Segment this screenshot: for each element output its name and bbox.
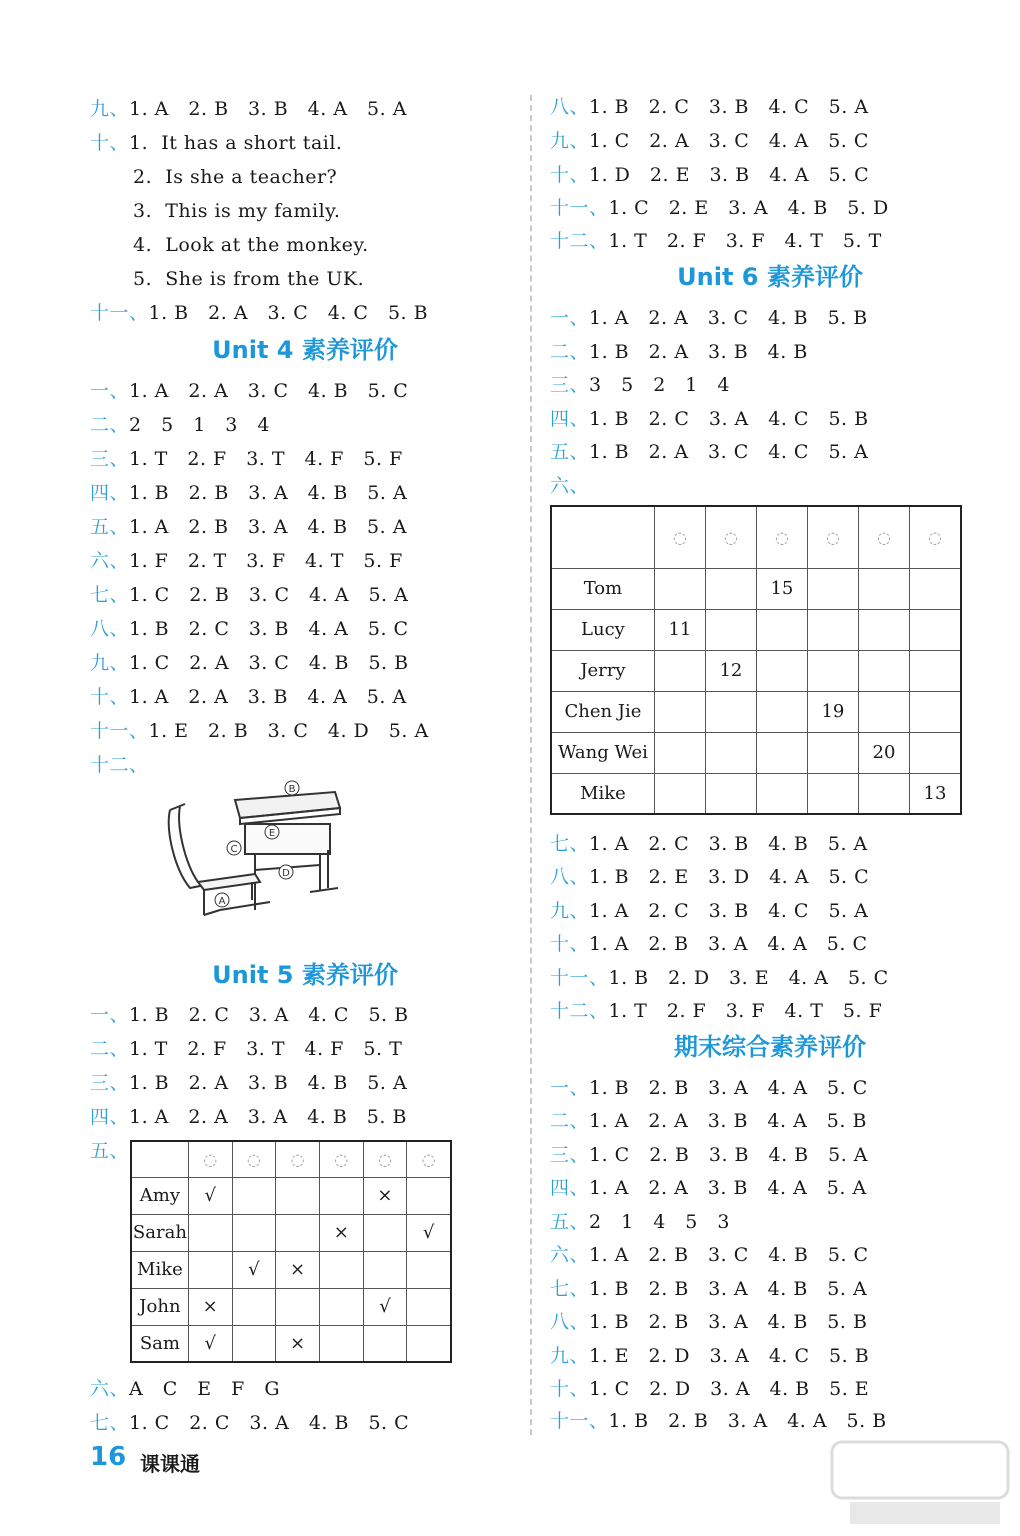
item-picture-icon: ◌	[672, 527, 687, 547]
row-name-cell: John	[131, 1288, 188, 1325]
picture-header-cell	[276, 1141, 320, 1177]
row-name-cell: Sarah	[131, 1214, 188, 1251]
answer-cell	[654, 773, 705, 814]
picture-header-cell	[756, 506, 807, 568]
answer-cell	[654, 732, 705, 773]
answer-line: 四、1. B 2. C 3. A 4. C 5. B	[550, 408, 869, 430]
row-name-cell: Amy	[131, 1177, 188, 1214]
answer-line: 一、1. A 2. A 3. C 4. B 5. B	[550, 307, 868, 329]
answer-cell	[909, 609, 961, 650]
answer-cell	[363, 1251, 407, 1288]
answer-line: 五、2 1 4 5 3	[550, 1211, 730, 1233]
answer-line: 十一、1. B 2. D 3. E 4. A 5. C	[550, 967, 889, 989]
answer-cell	[319, 1288, 363, 1325]
answer-line: 十一、1. B 2. B 3. A 4. A 5. B	[550, 1410, 887, 1432]
answer-cell: ×	[188, 1288, 232, 1325]
answer-cell	[756, 691, 807, 732]
answer-line: 七、1. B 2. B 3. A 4. B 5. A	[550, 1278, 868, 1300]
answer-cell	[858, 773, 909, 814]
item-picture-icon: ◌	[246, 1149, 261, 1169]
answer-line: 十、1. D 2. E 3. B 4. A 5. C	[550, 164, 870, 186]
picture-header-cell	[705, 506, 756, 568]
answer-subline: 2. Is she a teacher?	[133, 166, 338, 188]
answer-cell	[654, 568, 705, 609]
answer-cell: 15	[756, 568, 807, 609]
answer-line: 八、1. B 2. C 3. B 4. A 5. C	[90, 618, 409, 640]
table-row	[551, 773, 961, 814]
answer-cell	[407, 1177, 451, 1214]
answer-cell	[654, 691, 705, 732]
answer-line: 二、1. T 2. F 3. T 4. F 5. T	[90, 1038, 403, 1060]
answer-cell: √	[188, 1325, 232, 1362]
answer-cell	[909, 568, 961, 609]
unit6-answer-table	[550, 505, 962, 815]
desk-label: A	[218, 896, 226, 907]
answer-cell	[858, 650, 909, 691]
watermark-logo	[830, 1440, 1010, 1530]
answer-cell	[909, 650, 961, 691]
answer-cell: ×	[363, 1177, 407, 1214]
answer-line: 七、1. C 2. C 3. A 4. B 5. C	[90, 1412, 410, 1434]
table-row	[551, 609, 961, 650]
answer-cell	[807, 773, 858, 814]
answer-cell	[232, 1214, 276, 1251]
row-name-cell: Mike	[551, 773, 654, 814]
picture-header-cell	[654, 506, 705, 568]
answer-cell	[232, 1288, 276, 1325]
item-picture-icon: ◌	[290, 1149, 305, 1169]
answer-cell	[363, 1214, 407, 1251]
answer-cell: ×	[319, 1214, 363, 1251]
answer-line: 十、1. It has a short tail.	[90, 132, 343, 154]
answer-cell	[807, 732, 858, 773]
table-row	[131, 1251, 451, 1288]
answer-line: 九、1. A 2. B 3. B 4. A 5. A	[90, 98, 407, 120]
answer-cell	[188, 1251, 232, 1288]
picture-header-cell	[858, 506, 909, 568]
table-corner-cell	[551, 506, 654, 568]
row-name-cell: Sam	[131, 1325, 188, 1362]
row-name-cell: Chen Jie	[551, 691, 654, 732]
answer-cell	[276, 1214, 320, 1251]
answer-line: 七、1. A 2. C 3. B 4. B 5. A	[550, 833, 868, 855]
table-row	[131, 1177, 451, 1214]
answer-line: 五、1. B 2. A 3. C 4. C 5. A	[550, 441, 869, 463]
item-picture-icon: ◌	[421, 1149, 436, 1169]
answer-line: 十二、1. T 2. F 3. F 4. T 5. T	[550, 230, 882, 252]
unit6-heading: Unit 6 素养评价	[677, 263, 863, 291]
table-header-row	[551, 506, 961, 568]
answer-line: 四、1. A 2. A 3. A 4. B 5. B	[90, 1106, 407, 1128]
answer-line: 一、1. B 2. B 3. A 4. A 5. C	[550, 1077, 868, 1099]
answer-cell	[807, 609, 858, 650]
table-corner-cell	[131, 1141, 188, 1177]
page-number: 16	[90, 1442, 127, 1472]
answer-line: 十、1. A 2. B 3. A 4. A 5. C	[550, 933, 868, 955]
picture-header-cell	[909, 506, 961, 568]
answer-cell: √	[363, 1288, 407, 1325]
desk-chair-illustration	[160, 770, 350, 930]
answer-line: 八、1. B 2. C 3. B 4. C 5. A	[550, 96, 869, 118]
answer-cell	[319, 1177, 363, 1214]
answer-line: 九、1. E 2. D 3. A 4. C 5. B	[550, 1345, 870, 1367]
answer-cell	[705, 609, 756, 650]
answer-line: 二、1. A 2. A 3. B 4. A 5. B	[550, 1110, 867, 1132]
row-name-cell: Lucy	[551, 609, 654, 650]
table-row	[131, 1214, 451, 1251]
answer-cell	[909, 691, 961, 732]
answer-cell: 20	[858, 732, 909, 773]
answer-line: 七、1. C 2. B 3. C 4. A 5. A	[90, 584, 409, 606]
answer-cell: ×	[276, 1251, 320, 1288]
table-row	[551, 650, 961, 691]
desk-label: C	[230, 844, 238, 855]
answer-cell	[858, 691, 909, 732]
answer-cell	[363, 1325, 407, 1362]
answer-cell	[705, 773, 756, 814]
picture-header-cell	[188, 1141, 232, 1177]
answer-cell	[276, 1177, 320, 1214]
answer-cell	[232, 1177, 276, 1214]
row-name-cell: Wang Wei	[551, 732, 654, 773]
item-picture-icon: ◌	[377, 1149, 392, 1169]
item-picture-icon: ◌	[774, 527, 789, 547]
picture-header-cell	[407, 1141, 451, 1177]
desk-label: B	[288, 784, 296, 795]
answer-cell	[756, 732, 807, 773]
answer-line: 八、1. B 2. B 3. A 4. B 5. B	[550, 1311, 868, 1333]
answer-cell	[407, 1288, 451, 1325]
answer-cell	[756, 609, 807, 650]
answer-line: 十一、1. C 2. E 3. A 4. B 5. D	[550, 197, 889, 219]
answer-cell	[756, 650, 807, 691]
answer-line: 三、1. C 2. B 3. B 4. B 5. A	[550, 1144, 868, 1166]
table-row	[551, 568, 961, 609]
picture-header-cell	[232, 1141, 276, 1177]
answer-cell: 13	[909, 773, 961, 814]
answer-line: 九、1. A 2. C 3. B 4. C 5. A	[550, 900, 869, 922]
answer-line: 九、1. C 2. A 3. C 4. B 5. B	[90, 652, 409, 674]
answer-line: 六、	[550, 475, 590, 497]
answer-cell	[705, 568, 756, 609]
answer-cell: ×	[276, 1325, 320, 1362]
picture-header-cell	[363, 1141, 407, 1177]
item-picture-icon: ◌	[334, 1149, 349, 1169]
answer-cell	[807, 568, 858, 609]
answer-cell	[705, 691, 756, 732]
answer-cell	[232, 1325, 276, 1362]
answer-cell	[858, 568, 909, 609]
answer-cell	[188, 1214, 232, 1251]
desk-label: E	[268, 828, 276, 839]
desk-label: D	[282, 868, 290, 879]
unit4-heading: Unit 4 素养评价	[212, 336, 398, 364]
answer-subline: 5. She is from the UK.	[133, 268, 365, 290]
item-picture-icon: ◌	[876, 527, 891, 547]
brand-name: 课课通	[140, 1452, 200, 1476]
answer-cell	[276, 1288, 320, 1325]
row-name-cell: Mike	[131, 1251, 188, 1288]
answer-line: 十一、1. E 2. B 3. C 4. D 5. A	[90, 720, 429, 742]
answer-line: 十二、	[90, 754, 149, 776]
answer-line: 三、3 5 2 1 4	[550, 374, 730, 396]
answer-cell	[705, 732, 756, 773]
answer-cell: 19	[807, 691, 858, 732]
picture-header-cell	[807, 506, 858, 568]
answer-line: 六、A C E F G	[90, 1378, 281, 1400]
table-row	[131, 1288, 451, 1325]
answer-line: 二、1. B 2. A 3. B 4. B	[550, 341, 808, 363]
answer-cell: 12	[705, 650, 756, 691]
answer-line: 四、1. B 2. B 3. A 4. B 5. A	[90, 482, 408, 504]
answer-cell: √	[232, 1251, 276, 1288]
row-name-cell: Jerry	[551, 650, 654, 691]
answer-cell	[654, 650, 705, 691]
answer-line: 十二、1. T 2. F 3. F 4. T 5. F	[550, 1000, 883, 1022]
unit5-answer-table	[130, 1140, 452, 1363]
row-name-cell: Tom	[551, 568, 654, 609]
answer-line: 十、1. C 2. D 3. A 4. B 5. E	[550, 1378, 870, 1400]
answer-cell: 11	[654, 609, 705, 650]
answer-line: 九、1. C 2. A 3. C 4. A 5. C	[550, 130, 869, 152]
answer-cell	[407, 1251, 451, 1288]
answer-line: 三、1. T 2. F 3. T 4. F 5. F	[90, 448, 403, 470]
answer-cell: √	[188, 1177, 232, 1214]
answer-cell	[756, 773, 807, 814]
item-picture-icon: ◌	[203, 1149, 218, 1169]
item-picture-icon: ◌	[928, 527, 942, 547]
table-row	[551, 732, 961, 773]
item-picture-icon: ◌	[825, 527, 840, 547]
answer-line: 八、1. B 2. E 3. D 4. A 5. C	[550, 866, 870, 888]
answer-line: 十一、1. B 2. A 3. C 4. C 5. B	[90, 302, 429, 324]
answer-line: 五、	[90, 1140, 130, 1162]
answer-line: 四、1. A 2. A 3. B 4. A 5. A	[550, 1177, 867, 1199]
answer-cell	[807, 650, 858, 691]
answer-cell	[407, 1325, 451, 1362]
answer-line: 五、1. A 2. B 3. A 4. B 5. A	[90, 516, 407, 538]
final-heading: 期末综合素养评价	[674, 1033, 866, 1061]
table-header-row	[131, 1141, 451, 1177]
answer-line: 六、1. F 2. T 3. F 4. T 5. F	[90, 550, 403, 572]
answer-line: 一、1. B 2. C 3. A 4. C 5. B	[90, 1004, 409, 1026]
table-row	[551, 691, 961, 732]
answer-cell	[319, 1251, 363, 1288]
answer-line: 一、1. A 2. A 3. C 4. B 5. C	[90, 380, 409, 402]
answer-line: 三、1. B 2. A 3. B 4. B 5. A	[90, 1072, 408, 1094]
column-divider	[530, 95, 532, 1435]
picture-header-cell	[319, 1141, 363, 1177]
answer-line: 十、1. A 2. A 3. B 4. A 5. A	[90, 686, 407, 708]
answer-line: 二、2 5 1 3 4	[90, 414, 270, 436]
unit5-heading: Unit 5 素养评价	[212, 961, 398, 989]
answer-line: 六、1. A 2. B 3. C 4. B 5. C	[550, 1244, 869, 1266]
answer-cell	[319, 1325, 363, 1362]
item-picture-icon: ◌	[723, 527, 738, 547]
answer-cell: √	[407, 1214, 451, 1251]
answer-cell	[858, 609, 909, 650]
table-row	[131, 1325, 451, 1362]
answer-cell	[909, 732, 961, 773]
answer-subline: 4. Look at the monkey.	[133, 234, 369, 256]
answer-subline: 3. This is my family.	[133, 200, 341, 222]
